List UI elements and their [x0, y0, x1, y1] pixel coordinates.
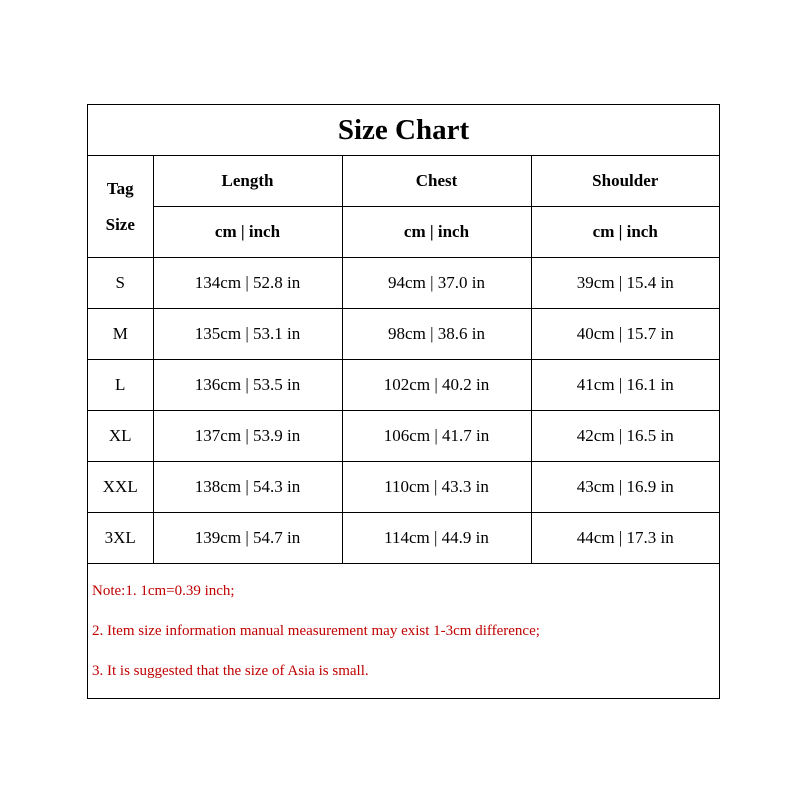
shoulder-cell: 42cm | 16.5 in	[531, 411, 719, 462]
chest-header: Chest	[342, 156, 531, 207]
size-cell: 3XL	[88, 513, 153, 564]
shoulder-header: Shoulder	[531, 156, 719, 207]
shoulder-cell: 40cm | 15.7 in	[531, 309, 719, 360]
chest-cell: 102cm | 40.2 in	[342, 360, 531, 411]
shoulder-cell: 41cm | 16.1 in	[531, 360, 719, 411]
length-cell: 136cm | 53.5 in	[153, 360, 342, 411]
note-1: Note:1. 1cm=0.39 inch;	[92, 583, 235, 599]
notes-section	[88, 560, 719, 698]
table-row	[88, 411, 719, 462]
chart-title: Size Chart	[88, 105, 719, 156]
length-cell: 135cm | 53.1 in	[153, 309, 342, 360]
table-row	[88, 258, 719, 309]
shoulder-cell: 44cm | 17.3 in	[531, 513, 719, 564]
size-cell: XL	[88, 411, 153, 462]
shoulder-unit: cm | inch	[531, 207, 719, 258]
table-row	[88, 360, 719, 411]
size-cell: S	[88, 258, 153, 309]
length-cell: 134cm | 52.8 in	[153, 258, 342, 309]
length-cell: 137cm | 53.9 in	[153, 411, 342, 462]
chest-cell: 98cm | 38.6 in	[342, 309, 531, 360]
chest-unit: cm | inch	[342, 207, 531, 258]
size-table	[88, 156, 719, 564]
chest-cell: 114cm | 44.9 in	[342, 513, 531, 564]
header-row	[88, 156, 719, 207]
chest-cell: 106cm | 41.7 in	[342, 411, 531, 462]
shoulder-cell: 39cm | 15.4 in	[531, 258, 719, 309]
chest-cell: 94cm | 37.0 in	[342, 258, 531, 309]
tag-label: Tag	[106, 178, 134, 198]
shoulder-cell: 43cm | 16.9 in	[531, 462, 719, 513]
unit-row	[88, 207, 719, 258]
size-cell: L	[88, 360, 153, 411]
table-row	[88, 462, 719, 513]
tag-size-header	[88, 156, 153, 258]
chest-cell: 110cm | 43.3 in	[342, 462, 531, 513]
length-cell: 138cm | 54.3 in	[153, 462, 342, 513]
length-header: Length	[153, 156, 342, 207]
size-label: Size	[105, 214, 135, 234]
size-cell: XXL	[88, 462, 153, 513]
table-row	[88, 309, 719, 360]
table-row	[88, 513, 719, 564]
length-unit: cm | inch	[153, 207, 342, 258]
size-chart	[87, 104, 720, 699]
size-cell: M	[88, 309, 153, 360]
note-3: 3. It is suggested that the size of Asia is small.	[92, 663, 369, 679]
length-cell: 139cm | 54.7 in	[153, 513, 342, 564]
note-2: 2. Item size information manual measurement may exist 1-3cm difference;	[92, 623, 540, 639]
